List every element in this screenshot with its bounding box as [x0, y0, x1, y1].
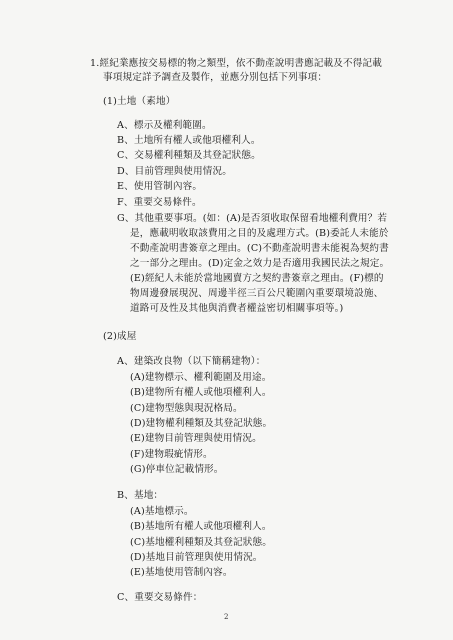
land-item-e: E、使用管制內容。 [117, 181, 203, 192]
land-other-line-5: (E)經紀人未能於當地國賣方之契約書簽章之理由。(F)標的 [130, 273, 384, 284]
land-other-line-1: G、其他重要事項。(如：(A)是否須收取保留看地權利費用？若 [117, 213, 388, 224]
land-item-f: F、重要交易條件。 [117, 197, 202, 208]
base-item-b: (B)基地所有權人或他項權利人。 [130, 521, 272, 532]
land-other-line-4: 之一部分之理由。(D)定金之效力是否適用我國民法之規定。 [130, 258, 390, 269]
land-item-c: C、交易權利種類及其登記狀態。 [117, 150, 261, 161]
land-item-d: D、目前管理與使用情況。 [117, 166, 233, 177]
land-other-line-7: 道路可及性及其他與消費者權益密切相關事項等。) [130, 303, 344, 314]
terms-heading: C、重要交易條件： [117, 592, 203, 603]
intro-line-2: 事項規定詳予調查及製作，並應分別包括下列事項： [103, 72, 328, 83]
base-item-d: (D)基地目前管理與使用情況。 [130, 552, 263, 563]
building-item-f: (F)建物瑕疵情形。 [130, 449, 213, 460]
base-item-e: (E)基地使用管制內容。 [130, 567, 233, 578]
house-heading: (2)成屋 [103, 331, 137, 342]
building-item-a: (A)建物標示、權利範圍及用途。 [130, 372, 272, 383]
building-item-d: (D)建物權利種類及其登記狀態。 [130, 418, 273, 429]
building-item-b: (B)建物所有權人或他項權利人。 [130, 387, 272, 398]
page-number: 2 [224, 613, 229, 621]
building-item-g: (G)停車位記載情形。 [130, 464, 224, 475]
building-heading: A、建築改良物（以下簡稱建物）： [117, 356, 266, 367]
land-other-line-2: 是，應載明收取該費用之目的及處理方式。(B)委託人未能於 [130, 228, 389, 239]
base-item-a: (A)基地標示。 [130, 506, 194, 517]
building-item-c: (C)建物型態與現況格局。 [130, 403, 243, 414]
land-other-line-6: 物周邊發展現況、周邊半徑三百公尺範圍內重要環境設施、 [130, 288, 384, 299]
base-item-c: (C)基地權利種類及其登記狀態。 [130, 537, 272, 548]
base-heading: B、基地： [117, 490, 164, 501]
building-item-e: (E)建物目前管理與使用情況。 [130, 433, 262, 444]
intro-line-1: 1.經紀業應按交易標的物之類型，依不動產說明書應記載及不得記載 [90, 58, 383, 69]
land-item-a: A、標示及權利範圍。 [117, 120, 212, 131]
land-other-line-3: 不動產說明書簽章之理由。(C)不動產說明書未能視為契約書 [130, 243, 389, 254]
land-heading: (1)土地（素地） [103, 96, 176, 107]
land-item-b: B、土地所有權人或他項權利人。 [117, 135, 261, 146]
